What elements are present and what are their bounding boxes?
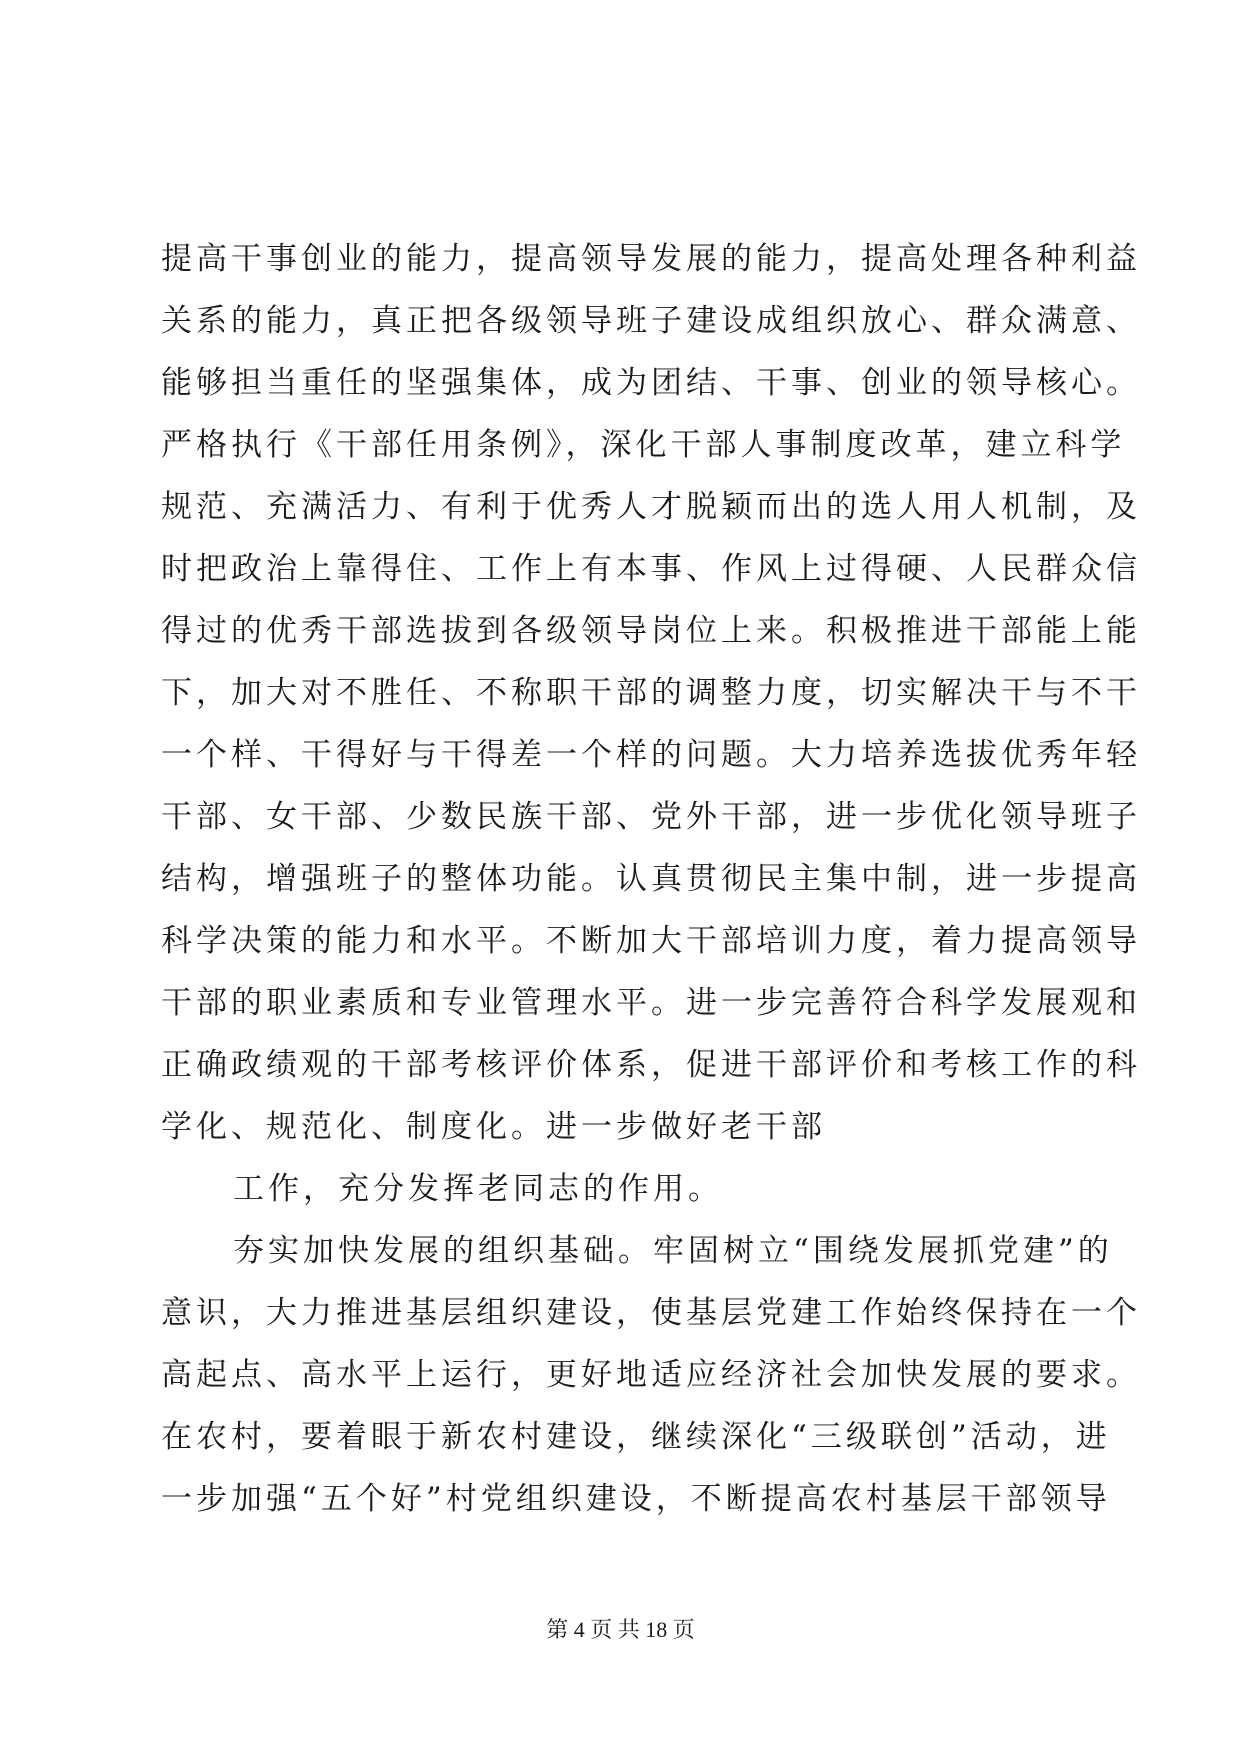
- text-line: 干部、女干部、少数民族干部、党外干部，进一步优化领导班子: [161, 799, 1141, 835]
- text-line: 下，加大对不胜任、不称职干部的调整力度，切实解决干与不干: [161, 675, 1141, 711]
- text-line: 正确政绩观的干部考核评价体系，促进干部评价和考核工作的科: [161, 1047, 1141, 1083]
- text-line: 在农村，要着眼于新农村建设，继续深化“三级联创”活动，进: [161, 1419, 1111, 1455]
- body-text: [161, 228, 1141, 1530]
- text-line: 能够担当重任的坚强集体，成为团结、干事、创业的领导核心。: [161, 365, 1141, 401]
- text-line: 高起点、高水平上运行，更好地适应经济社会加快发展的要求。: [161, 1357, 1141, 1393]
- text-line: 干部的职业素质和专业管理水平。进一步完善符合科学发展观和: [161, 985, 1141, 1021]
- text-line: 严格执行《干部任用条例》，深化干部人事制度改革，建立科学: [161, 427, 1126, 463]
- text-line: 意识，大力推进基层组织建设，使基层党建工作始终保持在一个: [161, 1295, 1141, 1331]
- text-line: 科学决策的能力和水平。不断加大干部培训力度，着力提高领导: [161, 923, 1141, 959]
- text-line: 关系的能力，真正把各级领导班子建设成组织放心、群众满意、: [161, 303, 1141, 339]
- text-line: 一步加强“五个好”村党组织建设，不断提高农村基层干部领导: [161, 1481, 1111, 1517]
- page-number-footer: 第 4 页 共 18 页: [546, 1617, 695, 1642]
- text-line: 提高干事创业的能力，提高领导发展的能力，提高处理各种利益: [161, 241, 1141, 277]
- text-line: 结构，增强班子的整体功能。认真贯彻民主集中制，进一步提高: [161, 861, 1141, 897]
- text-line: 一个样、干得好与干得差一个样的问题。大力培养选拔优秀年轻: [161, 737, 1141, 773]
- text-line: 得过的优秀干部选拔到各级领导岗位上来。积极推进干部能上能: [161, 613, 1141, 649]
- text-line: 时把政治上靠得住、工作上有本事、作风上过得硬、人民群众信: [161, 551, 1141, 587]
- text-line: 规范、充满活力、有利于优秀人才脱颖而出的选人用人机制，及: [161, 489, 1141, 525]
- text-line: 学化、规范化、制度化。进一步做好老干部: [161, 1109, 826, 1145]
- text-line: 工作，充分发挥老同志的作用。: [233, 1171, 723, 1207]
- text-line: 夯实加快发展的组织基础。牢固树立“围绕发展抓党建”的: [233, 1233, 1113, 1269]
